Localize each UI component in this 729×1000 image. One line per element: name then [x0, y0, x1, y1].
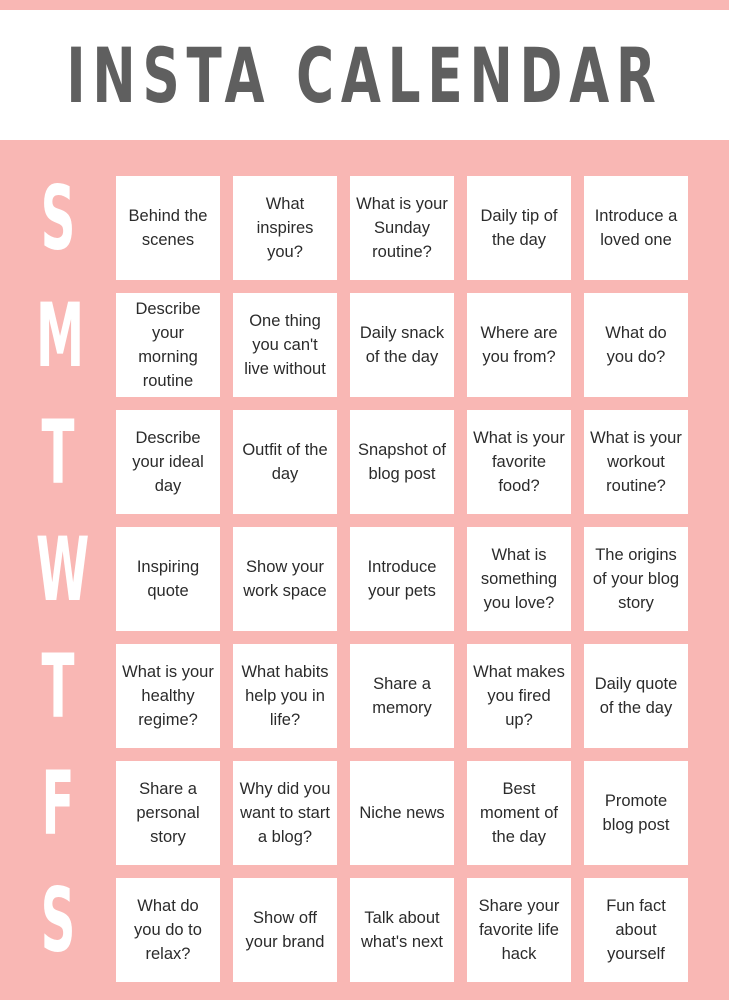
calendar-cell: What is your healthy regime? [116, 644, 220, 748]
calendar-cell: Show your work space [233, 527, 337, 631]
calendar-cell: Daily snack of the day [350, 293, 454, 397]
page-title: INSTA CALENDAR [66, 30, 663, 120]
calendar-cell: Daily tip of the day [467, 176, 571, 280]
calendar-cell: Snapshot of blog post [350, 410, 454, 514]
day-letter: F [41, 752, 75, 855]
day-letter: M [36, 284, 85, 387]
day-letter: S [40, 167, 76, 270]
calendar-cell: Introduce a loved one [584, 176, 688, 280]
calendar-cell: Share a personal story [116, 761, 220, 865]
calendar-cell: Why did you want to start a blog? [233, 761, 337, 865]
calendar-cell: The origins of your blog story [584, 527, 688, 631]
calendar-cell: Talk about what's next [350, 878, 454, 982]
calendar-cell: What habits help you in life? [233, 644, 337, 748]
day-letter: T [41, 635, 75, 738]
calendar-cell: Share your favorite life hack [467, 878, 571, 982]
calendar-cell: Introduce your pets [350, 527, 454, 631]
day-letter: T [41, 401, 75, 504]
calendar-grid [116, 176, 688, 982]
calendar-cell: What do you do? [584, 293, 688, 397]
calendar-cell: Inspiring quote [116, 527, 220, 631]
calendar-cell: Promote blog post [584, 761, 688, 865]
calendar-cell: One thing you can't live without [233, 293, 337, 397]
calendar-cell: Where are you from? [467, 293, 571, 397]
calendar-cell: What is something you love? [467, 527, 571, 631]
calendar-cell: Daily quote of the day [584, 644, 688, 748]
calendar-cell: Behind the scenes [116, 176, 220, 280]
calendar-cell: What do you do to relax? [116, 878, 220, 982]
calendar-cell: Show off your brand [233, 878, 337, 982]
day-letter: W [36, 518, 90, 621]
calendar-cell: What is your favorite food? [467, 410, 571, 514]
calendar-cell: Fun fact about yourself [584, 878, 688, 982]
calendar-cell: Share a memory [350, 644, 454, 748]
calendar-cell: What makes you fired up? [467, 644, 571, 748]
calendar-cell: Outfit of the day [233, 410, 337, 514]
calendar-cell: What is your Sunday routine? [350, 176, 454, 280]
calendar-cell: Describe your ideal day [116, 410, 220, 514]
day-letter: S [40, 869, 76, 972]
calendar-cell: Describe your morning routine [116, 293, 220, 397]
calendar-cell: What is your workout routine? [584, 410, 688, 514]
calendar-cell: Niche news [350, 761, 454, 865]
calendar-cell: Best moment of the day [467, 761, 571, 865]
calendar-cell: What inspires you? [233, 176, 337, 280]
